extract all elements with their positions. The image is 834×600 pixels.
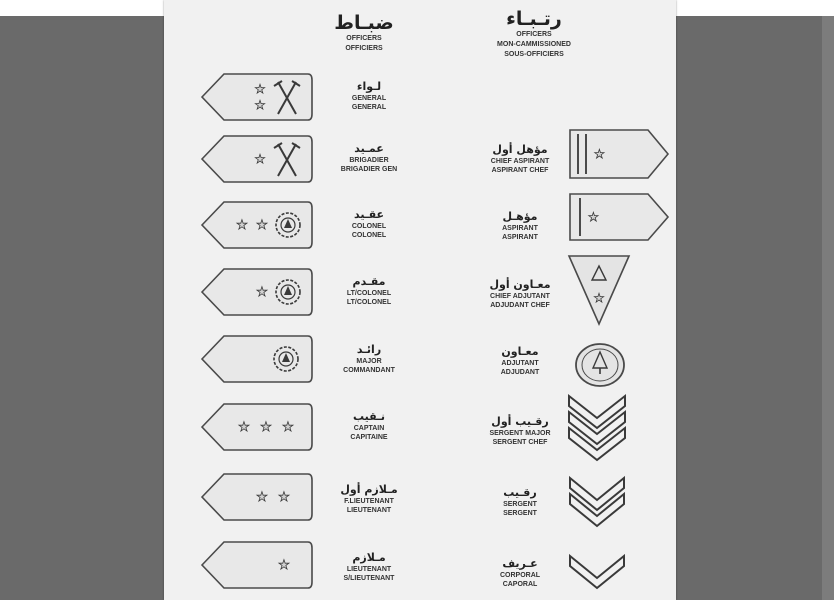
- rank-arabic: عقـيد: [353, 208, 385, 221]
- insignia-sergent-major: [564, 392, 630, 466]
- shoulder-board-colonel: [198, 198, 314, 252]
- star-icon: ★: [594, 147, 605, 161]
- star-icon: ★: [593, 291, 605, 305]
- rank-arabic: عـريف: [502, 557, 538, 570]
- rank-label-lt-colonel: [324, 275, 414, 307]
- star-icon: ★: [278, 557, 290, 572]
- rank-label-first-lieutenant: [324, 483, 414, 515]
- rank-english: F.LIEUTENANT: [344, 498, 394, 505]
- star-icon: ★: [260, 419, 272, 434]
- insignia-sergent: [566, 474, 628, 532]
- nco-header-arabic: رتـبـاء: [506, 8, 562, 30]
- rank-label-general: [324, 80, 414, 112]
- rank-label-aspirant: [460, 210, 580, 242]
- rank-chart-document: [164, 0, 676, 600]
- insignia-aspirant: [564, 188, 672, 246]
- rank-english: GENERAL: [351, 95, 387, 102]
- rank-french: ADJUDANT: [500, 369, 540, 376]
- insignia-corporal: [566, 552, 628, 598]
- rank-arabic: معـاون أول: [489, 278, 551, 291]
- rank-arabic: رقـيب: [503, 486, 537, 499]
- rank-arabic: معـاون: [501, 345, 539, 358]
- insignia-adjutant: [572, 340, 628, 390]
- officers-header-english: OFFICERS: [346, 35, 382, 42]
- star-icon: ★: [256, 284, 268, 299]
- star-icon: ★: [254, 152, 266, 166]
- rank-english: CHIEF ADJUTANT: [490, 293, 550, 300]
- rank-english: ADJUTANT: [501, 360, 539, 367]
- officers-header: [304, 12, 424, 54]
- rank-arabic: مؤهل أول: [492, 143, 548, 156]
- rank-french: BRIGADIER GEN: [340, 166, 398, 173]
- star-icon: ★: [236, 217, 248, 232]
- shoulder-board-first-lieutenant: [198, 470, 314, 524]
- star-icon: ★: [278, 489, 290, 504]
- rank-english: ASPIRANT: [502, 225, 538, 232]
- rank-french: CAPORAL: [502, 581, 538, 588]
- rank-arabic: نـقيب: [353, 410, 385, 423]
- star-icon: ★: [256, 217, 268, 232]
- rank-label-sergent-major: [460, 415, 580, 447]
- rank-label-major: [324, 343, 414, 375]
- rank-english: LIEUTENANT: [346, 566, 392, 573]
- rank-french: ADJUDANT CHEF: [490, 302, 550, 309]
- nco-header-line1: OFFICERS: [516, 31, 552, 38]
- rank-english: BRIGADIER: [349, 157, 389, 164]
- rank-english: CORPORAL: [499, 572, 541, 579]
- rank-label-chief-aspirant: [460, 143, 580, 175]
- rank-arabic: مـلازم: [352, 551, 386, 564]
- shoulder-board-general: [198, 70, 314, 124]
- nco-header: [464, 8, 604, 60]
- rank-label-sergent: [460, 486, 580, 518]
- rank-french: GENERAL: [351, 104, 387, 111]
- nco-header-line2: MON-CAMMISSIONED: [497, 41, 571, 48]
- nco-header-line3: SOUS-OFFICIERS: [504, 51, 564, 58]
- rank-label-corporal: [460, 557, 580, 589]
- rank-french: LIEUTENANT: [346, 507, 392, 514]
- shoulder-board-brigadier: [198, 132, 314, 186]
- rank-english: MAJOR: [356, 358, 382, 365]
- rank-french: COLONEL: [351, 232, 387, 239]
- rank-french: CAPITAINE: [350, 434, 388, 441]
- rank-arabic: عمـيد: [354, 142, 384, 155]
- rank-english: CHIEF ASPIRANT: [490, 158, 550, 165]
- rank-english: CAPTAIN: [353, 425, 385, 432]
- rank-label-adjutant: [460, 345, 580, 377]
- rank-french: COMMANDANT: [343, 367, 395, 374]
- star-icon: ★: [588, 210, 599, 224]
- insignia-chief-adjutant: [564, 252, 634, 328]
- shoulder-board-lieutenant: [198, 538, 314, 592]
- rank-french: ASPIRANT: [502, 234, 538, 241]
- star-icon: ★: [254, 98, 266, 112]
- rank-arabic: رائـد: [356, 343, 382, 356]
- officers-header-arabic: ضبـاط: [334, 12, 394, 34]
- rank-label-colonel: [324, 208, 414, 240]
- right-edge-strip: [822, 16, 834, 600]
- shoulder-board-major: [198, 332, 314, 386]
- officers-header-french: OFFICIERS: [345, 45, 383, 52]
- star-icon: ★: [238, 419, 250, 434]
- rank-arabic: رقـيب أول: [491, 415, 549, 428]
- rank-french: SERGENT CHEF: [492, 439, 548, 446]
- rank-label-captain: [324, 410, 414, 442]
- shoulder-board-lt-colonel: [198, 265, 314, 319]
- rank-french: SERGENT: [503, 510, 537, 517]
- insignia-chief-aspirant: [564, 124, 672, 184]
- rank-label-lieutenant: [324, 551, 414, 583]
- rank-arabic: مقـدم: [352, 275, 386, 288]
- rank-arabic: لـواء: [356, 80, 382, 93]
- rank-french: LT/COLONEL: [346, 299, 392, 306]
- rank-label-chief-adjutant: [460, 278, 580, 310]
- rank-french: ASPIRANT CHEF: [491, 167, 549, 174]
- rank-arabic: مـلازم أول: [340, 483, 398, 496]
- shoulder-board-captain: [198, 400, 314, 454]
- rank-english: SERGENT MAJOR: [489, 430, 551, 437]
- rank-english: SERGENT: [503, 501, 537, 508]
- rank-label-brigadier: [324, 142, 414, 174]
- star-icon: ★: [254, 82, 266, 96]
- rank-french: S/LIEUTENANT: [343, 575, 395, 582]
- star-icon: ★: [256, 489, 268, 504]
- rank-arabic: مؤهـل: [502, 210, 538, 223]
- rank-english: COLONEL: [351, 223, 387, 230]
- star-icon: ★: [282, 419, 294, 434]
- rank-english: LT/COLONEL: [346, 290, 392, 297]
